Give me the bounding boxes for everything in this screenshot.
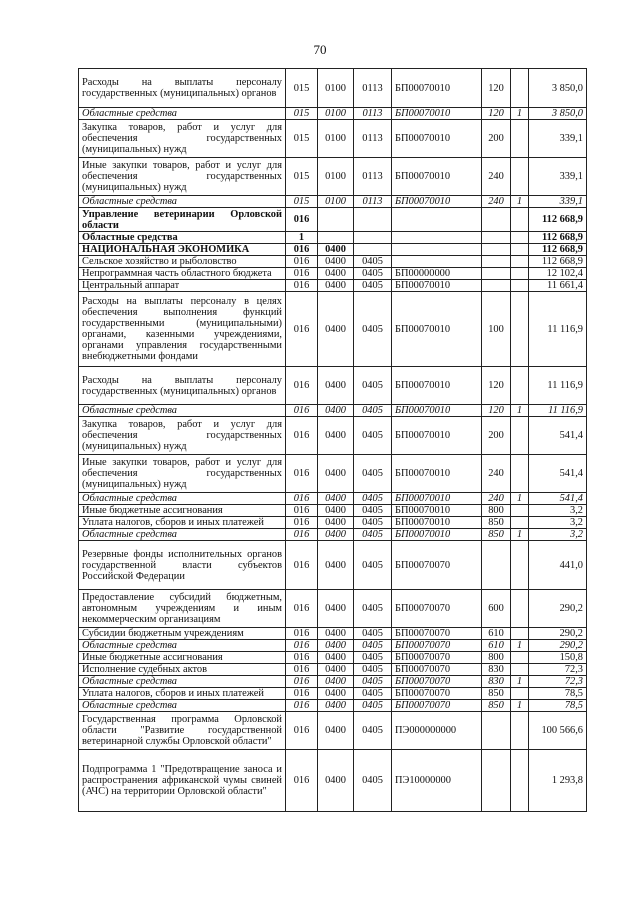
subsection-code-cell: 0405: [354, 590, 392, 628]
subsection-code-cell: [354, 244, 392, 256]
subsection-code-cell: 0113: [354, 158, 392, 196]
gov-code-cell: 016: [286, 517, 318, 529]
section-code-cell: 0400: [318, 292, 354, 367]
subsection-code-cell: 0405: [354, 529, 392, 541]
section-code-cell: 0400: [318, 676, 354, 688]
table-row: [79, 292, 587, 367]
row-name-cell: Уплата налогов, сборов и иных платежей: [79, 688, 286, 700]
source-cell: [511, 505, 529, 517]
table-row: [79, 256, 587, 268]
expense-type-cell: 850: [482, 700, 511, 712]
subsection-code-cell: 0405: [354, 517, 392, 529]
row-name-cell: НАЦИОНАЛЬНАЯ ЭКОНОМИКА: [79, 244, 286, 256]
source-cell: [511, 268, 529, 280]
target-code-cell: БП00070010: [392, 292, 482, 367]
expense-type-cell: [482, 541, 511, 590]
table-row: [79, 405, 587, 417]
table-row: [79, 712, 587, 750]
expense-type-cell: 100: [482, 292, 511, 367]
section-code-cell: 0400: [318, 244, 354, 256]
source-cell: [511, 158, 529, 196]
row-name-cell: Резервные фонды исполнительных органов государственной власти субъектов Российской Федерации: [79, 541, 286, 590]
subsection-code-cell: 0405: [354, 417, 392, 455]
section-code-cell: 0400: [318, 529, 354, 541]
gov-code-cell: 016: [286, 541, 318, 590]
expense-type-cell: [482, 208, 511, 232]
target-code-cell: БП00070010: [392, 417, 482, 455]
amount-cell: 150,8: [529, 652, 587, 664]
amount-cell: 290,2: [529, 628, 587, 640]
row-name-cell: Расходы на выплаты персоналу государственных (муниципальных) органов: [79, 69, 286, 108]
section-code-cell: 0400: [318, 664, 354, 676]
amount-cell: 3,2: [529, 517, 587, 529]
table-row: [79, 688, 587, 700]
target-code-cell: БП00070010: [392, 455, 482, 493]
source-cell: [511, 628, 529, 640]
subsection-code-cell: 0405: [354, 268, 392, 280]
gov-code-cell: 015: [286, 69, 318, 108]
source-cell: [511, 280, 529, 292]
row-name-cell: Областные средства: [79, 700, 286, 712]
expense-type-cell: 850: [482, 529, 511, 541]
gov-code-cell: 016: [286, 493, 318, 505]
row-name-cell: Предоставление субсидий бюджетным, автономным учреждениям и иным некоммерческим организациям: [79, 590, 286, 628]
expense-type-cell: 850: [482, 517, 511, 529]
target-code-cell: БП00070010: [392, 69, 482, 108]
amount-cell: 3 850,0: [529, 108, 587, 120]
amount-cell: 11 116,9: [529, 405, 587, 417]
gov-code-cell: 016: [286, 280, 318, 292]
amount-cell: 541,4: [529, 417, 587, 455]
table-row: [79, 640, 587, 652]
row-name-cell: Исполнение судебных актов: [79, 664, 286, 676]
expense-type-cell: [482, 712, 511, 750]
subsection-code-cell: 0113: [354, 69, 392, 108]
gov-code-cell: 016: [286, 640, 318, 652]
expense-type-cell: 830: [482, 664, 511, 676]
section-code-cell: 0400: [318, 700, 354, 712]
source-cell: [511, 232, 529, 244]
source-cell: [511, 417, 529, 455]
section-code-cell: 0400: [318, 455, 354, 493]
gov-code-cell: 016: [286, 628, 318, 640]
section-code-cell: 0100: [318, 108, 354, 120]
expense-type-cell: 200: [482, 120, 511, 158]
source-cell: [511, 688, 529, 700]
source-cell: [511, 120, 529, 158]
table-row: [79, 628, 587, 640]
source-cell: 1: [511, 493, 529, 505]
gov-code-cell: 016: [286, 417, 318, 455]
target-code-cell: БП00070010: [392, 196, 482, 208]
expense-type-cell: [482, 244, 511, 256]
section-code-cell: 0400: [318, 367, 354, 405]
expense-type-cell: 240: [482, 158, 511, 196]
source-cell: [511, 517, 529, 529]
target-code-cell: БП00070070: [392, 541, 482, 590]
table-row: [79, 676, 587, 688]
gov-code-cell: 016: [286, 529, 318, 541]
subsection-code-cell: 0405: [354, 628, 392, 640]
row-name-cell: Закупка товаров, работ и услуг для обеспечения государственных (муниципальных) нужд: [79, 120, 286, 158]
row-name-cell: Иные закупки товаров, работ и услуг для обеспечения государственных (муниципальных) нужд: [79, 455, 286, 493]
gov-code-cell: 016: [286, 208, 318, 232]
table-row: [79, 541, 587, 590]
target-code-cell: БП00070010: [392, 405, 482, 417]
table-row: [79, 69, 587, 108]
amount-cell: 112 668,9: [529, 256, 587, 268]
expense-type-cell: 850: [482, 688, 511, 700]
expense-type-cell: 200: [482, 417, 511, 455]
gov-code-cell: 016: [286, 688, 318, 700]
subsection-code-cell: 0405: [354, 541, 392, 590]
section-code-cell: 0400: [318, 268, 354, 280]
section-code-cell: 0100: [318, 196, 354, 208]
table-row: [79, 750, 587, 812]
target-code-cell: БП00070070: [392, 640, 482, 652]
subsection-code-cell: 0405: [354, 256, 392, 268]
target-code-cell: БП00070010: [392, 493, 482, 505]
target-code-cell: БП00070010: [392, 517, 482, 529]
section-code-cell: 0400: [318, 628, 354, 640]
gov-code-cell: 016: [286, 750, 318, 812]
source-cell: [511, 590, 529, 628]
amount-cell: 3,2: [529, 505, 587, 517]
subsection-code-cell: 0113: [354, 196, 392, 208]
gov-code-cell: 016: [286, 405, 318, 417]
target-code-cell: БП00070070: [392, 628, 482, 640]
target-code-cell: БП00070070: [392, 664, 482, 676]
expense-type-cell: [482, 280, 511, 292]
target-code-cell: БП00000000: [392, 268, 482, 280]
row-name-cell: Расходы на выплаты персоналу государственных (муниципальных) органов: [79, 367, 286, 405]
table-row: [79, 664, 587, 676]
row-name-cell: Закупка товаров, работ и услуг для обеспечения государственных (муниципальных) нужд: [79, 417, 286, 455]
expense-type-cell: 120: [482, 69, 511, 108]
gov-code-cell: 016: [286, 700, 318, 712]
section-code-cell: 0400: [318, 712, 354, 750]
expense-type-cell: [482, 232, 511, 244]
target-code-cell: БП00070010: [392, 158, 482, 196]
gov-code-cell: 016: [286, 244, 318, 256]
row-name-cell: Подпрограмма 1 "Предотвращение заноса и распространения африканской чумы свиней (АЧС) на территории Орловской области": [79, 750, 286, 812]
target-code-cell: БП00070070: [392, 676, 482, 688]
amount-cell: 290,2: [529, 640, 587, 652]
target-code-cell: БП00070070: [392, 652, 482, 664]
subsection-code-cell: 0405: [354, 505, 392, 517]
section-code-cell: 0400: [318, 750, 354, 812]
row-name-cell: Сельское хозяйство и рыболовство: [79, 256, 286, 268]
target-code-cell: БП00070010: [392, 108, 482, 120]
amount-cell: 72,3: [529, 676, 587, 688]
amount-cell: 339,1: [529, 158, 587, 196]
expense-type-cell: 240: [482, 196, 511, 208]
table-row: [79, 517, 587, 529]
section-code-cell: 0400: [318, 280, 354, 292]
row-name-cell: Субсидии бюджетным учреждениям: [79, 628, 286, 640]
table-row: [79, 529, 587, 541]
gov-code-cell: 016: [286, 664, 318, 676]
table-row: [79, 208, 587, 232]
gov-code-cell: 016: [286, 590, 318, 628]
row-name-cell: Областные средства: [79, 529, 286, 541]
source-cell: 1: [511, 529, 529, 541]
amount-cell: 339,1: [529, 196, 587, 208]
row-name-cell: Областные средства: [79, 196, 286, 208]
row-name-cell: Управление ветеринарии Орловской области: [79, 208, 286, 232]
gov-code-cell: 016: [286, 367, 318, 405]
row-name-cell: Областные средства: [79, 232, 286, 244]
table-body: [79, 69, 587, 812]
section-code-cell: 0400: [318, 590, 354, 628]
target-code-cell: БП00070010: [392, 529, 482, 541]
source-cell: [511, 69, 529, 108]
page-number: 70: [313, 42, 327, 57]
row-name-cell: Иные бюджетные ассигнования: [79, 505, 286, 517]
amount-cell: 112 668,9: [529, 244, 587, 256]
target-code-cell: [392, 256, 482, 268]
target-code-cell: БП00070070: [392, 700, 482, 712]
target-code-cell: БП00070010: [392, 280, 482, 292]
target-code-cell: БП00070010: [392, 367, 482, 405]
amount-cell: 11 116,9: [529, 367, 587, 405]
expense-type-cell: 120: [482, 108, 511, 120]
gov-code-cell: 016: [286, 292, 318, 367]
subsection-code-cell: 0405: [354, 405, 392, 417]
gov-code-cell: 015: [286, 120, 318, 158]
target-code-cell: [392, 208, 482, 232]
target-code-cell: БП00070010: [392, 120, 482, 158]
target-code-cell: [392, 232, 482, 244]
subsection-code-cell: 0113: [354, 108, 392, 120]
subsection-code-cell: 0405: [354, 700, 392, 712]
gov-code-cell: 016: [286, 712, 318, 750]
amount-cell: 112 668,9: [529, 232, 587, 244]
row-name-cell: Иные бюджетные ассигнования: [79, 652, 286, 664]
table-row: [79, 590, 587, 628]
target-code-cell: БП00070010: [392, 505, 482, 517]
source-cell: [511, 244, 529, 256]
table-row: [79, 367, 587, 405]
target-code-cell: ПЭ10000000: [392, 750, 482, 812]
source-cell: [511, 712, 529, 750]
amount-cell: 290,2: [529, 590, 587, 628]
subsection-code-cell: 0405: [354, 750, 392, 812]
amount-cell: 72,3: [529, 664, 587, 676]
source-cell: 1: [511, 196, 529, 208]
subsection-code-cell: 0405: [354, 664, 392, 676]
expense-type-cell: 120: [482, 367, 511, 405]
expense-type-cell: 800: [482, 652, 511, 664]
table-row: [79, 455, 587, 493]
gov-code-cell: 016: [286, 652, 318, 664]
expense-type-cell: 800: [482, 505, 511, 517]
source-cell: 1: [511, 676, 529, 688]
row-name-cell: Областные средства: [79, 405, 286, 417]
amount-cell: 11 661,4: [529, 280, 587, 292]
row-name-cell: Областные средства: [79, 640, 286, 652]
gov-code-cell: 016: [286, 455, 318, 493]
gov-code-cell: 016: [286, 256, 318, 268]
row-name-cell: Областные средства: [79, 108, 286, 120]
amount-cell: 541,4: [529, 455, 587, 493]
section-code-cell: 0400: [318, 405, 354, 417]
subsection-code-cell: 0405: [354, 640, 392, 652]
expense-type-cell: [482, 750, 511, 812]
amount-cell: 441,0: [529, 541, 587, 590]
row-name-cell: Иные закупки товаров, работ и услуг для обеспечения государственных (муниципальных) нужд: [79, 158, 286, 196]
target-code-cell: [392, 244, 482, 256]
section-code-cell: 0100: [318, 69, 354, 108]
table-row: [79, 158, 587, 196]
target-code-cell: ПЭ000000000: [392, 712, 482, 750]
source-cell: [511, 455, 529, 493]
amount-cell: 1 293,8: [529, 750, 587, 812]
table-row: [79, 700, 587, 712]
row-name-cell: Областные средства: [79, 676, 286, 688]
table-row: [79, 417, 587, 455]
subsection-code-cell: 0405: [354, 367, 392, 405]
subsection-code-cell: 0405: [354, 455, 392, 493]
row-name-cell: Центральный аппарат: [79, 280, 286, 292]
section-code-cell: 0400: [318, 640, 354, 652]
subsection-code-cell: [354, 232, 392, 244]
expense-type-cell: [482, 256, 511, 268]
section-code-cell: 0100: [318, 158, 354, 196]
table-row: [79, 232, 587, 244]
expense-type-cell: 610: [482, 640, 511, 652]
source-cell: 1: [511, 700, 529, 712]
expense-type-cell: 830: [482, 676, 511, 688]
gov-code-cell: 015: [286, 158, 318, 196]
row-name-cell: Уплата налогов, сборов и иных платежей: [79, 517, 286, 529]
source-cell: [511, 367, 529, 405]
gov-code-cell: 016: [286, 505, 318, 517]
subsection-code-cell: 0405: [354, 652, 392, 664]
source-cell: [511, 750, 529, 812]
table-row: [79, 108, 587, 120]
table-row: [79, 196, 587, 208]
table-row: [79, 120, 587, 158]
section-code-cell: 0400: [318, 517, 354, 529]
subsection-code-cell: 0405: [354, 712, 392, 750]
amount-cell: 12 102,4: [529, 268, 587, 280]
target-code-cell: БП00070070: [392, 688, 482, 700]
target-code-cell: БП00070070: [392, 590, 482, 628]
amount-cell: 339,1: [529, 120, 587, 158]
subsection-code-cell: [354, 208, 392, 232]
expense-type-cell: 610: [482, 628, 511, 640]
amount-cell: 100 566,6: [529, 712, 587, 750]
source-cell: 1: [511, 405, 529, 417]
subsection-code-cell: 0405: [354, 292, 392, 367]
source-cell: [511, 664, 529, 676]
subsection-code-cell: 0405: [354, 493, 392, 505]
subsection-code-cell: 0405: [354, 676, 392, 688]
gov-code-cell: 015: [286, 196, 318, 208]
section-code-cell: [318, 208, 354, 232]
section-code-cell: 0400: [318, 493, 354, 505]
section-code-cell: 0400: [318, 541, 354, 590]
source-cell: [511, 292, 529, 367]
section-code-cell: [318, 232, 354, 244]
amount-cell: 78,5: [529, 700, 587, 712]
amount-cell: 3 850,0: [529, 69, 587, 108]
amount-cell: 112 668,9: [529, 208, 587, 232]
amount-cell: 78,5: [529, 688, 587, 700]
subsection-code-cell: 0405: [354, 280, 392, 292]
table-row: [79, 652, 587, 664]
amount-cell: 541,4: [529, 493, 587, 505]
gov-code-cell: 016: [286, 268, 318, 280]
source-cell: [511, 256, 529, 268]
table-row: [79, 268, 587, 280]
amount-cell: 3,2: [529, 529, 587, 541]
section-code-cell: 0100: [318, 120, 354, 158]
row-name-cell: Непрограммная часть областного бюджета: [79, 268, 286, 280]
gov-code-cell: 016: [286, 676, 318, 688]
amount-cell: 11 116,9: [529, 292, 587, 367]
expense-type-cell: 120: [482, 405, 511, 417]
expense-type-cell: 240: [482, 493, 511, 505]
section-code-cell: 0400: [318, 256, 354, 268]
subsection-code-cell: 0405: [354, 688, 392, 700]
expense-type-cell: [482, 268, 511, 280]
budget-table: [78, 68, 587, 812]
gov-code-cell: 1: [286, 232, 318, 244]
section-code-cell: 0400: [318, 505, 354, 517]
table-row: [79, 244, 587, 256]
source-cell: 1: [511, 108, 529, 120]
source-cell: [511, 541, 529, 590]
source-cell: [511, 208, 529, 232]
row-name-cell: Государственная программа Орловской области "Развитие государственной ветеринарной службы Орловской области": [79, 712, 286, 750]
subsection-code-cell: 0113: [354, 120, 392, 158]
section-code-cell: 0400: [318, 417, 354, 455]
section-code-cell: 0400: [318, 688, 354, 700]
expense-type-cell: 240: [482, 455, 511, 493]
table-row: [79, 493, 587, 505]
row-name-cell: Областные средства: [79, 493, 286, 505]
table-row: [79, 280, 587, 292]
expense-type-cell: 600: [482, 590, 511, 628]
source-cell: 1: [511, 640, 529, 652]
gov-code-cell: 015: [286, 108, 318, 120]
row-name-cell: Расходы на выплаты персоналу в целях обеспечения выполнения функций государственными (муниципальными) органами, казенными учреждениями, органами управления государственными внебюджетными фондами: [79, 292, 286, 367]
section-code-cell: 0400: [318, 652, 354, 664]
table-row: [79, 505, 587, 517]
source-cell: [511, 652, 529, 664]
